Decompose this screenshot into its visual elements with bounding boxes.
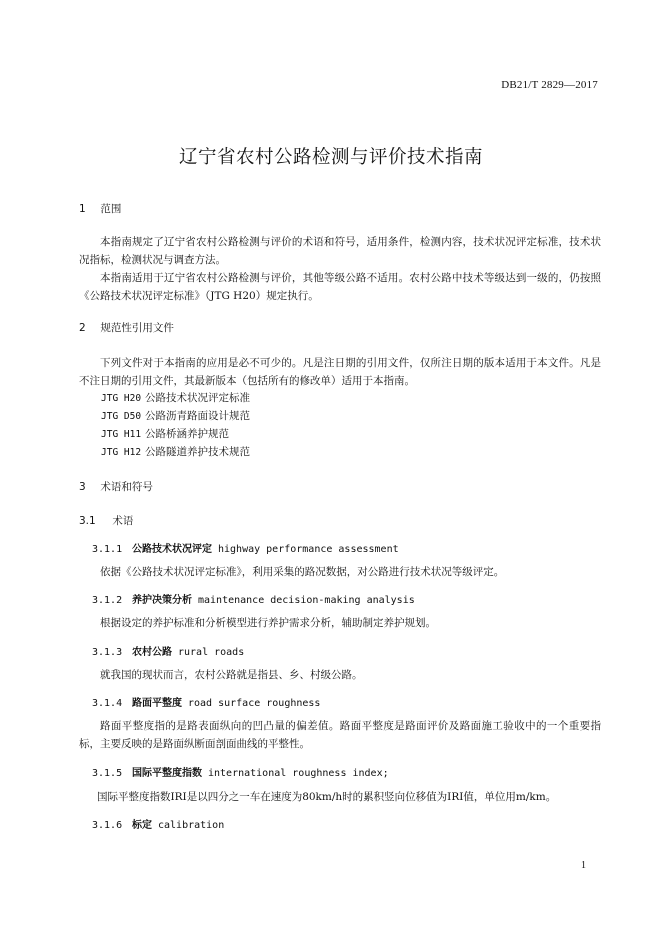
- section-number: 3: [79, 481, 86, 493]
- term-definition: 依据《公路技术状况评定标准》，利用采集的路况数据，对公路进行技术状况等级评定。: [100, 566, 505, 578]
- term-chinese: 农村公路: [132, 647, 172, 658]
- term-definition: 就我国的现状而言，农村公路就是指县、乡、村级公路。: [100, 669, 363, 681]
- term-definition: 国际平整度指数IRI是以四分之一车在速度为80km/h时的累积竖向位移值为IRI值，单位用m/km。: [97, 791, 557, 803]
- reference-item: [101, 408, 250, 423]
- scope-paragraph-1: 本指南规定了辽宁省农村公路检测与评价的术语和符号，适用条件，检测内容，技术状况评定标准，技术状况指标，检测状况与调查方法。: [79, 236, 601, 266]
- term-definition: 根据设定的养护标准和分析模型进行养护需求分析，辅助制定养护规划。: [100, 617, 436, 629]
- scope-paragraph-2: 本指南适用于辽宁省农村公路检测与评价，其他等级公路不适用。农村公路中技术等级达到一级的，仍按照《公路技术状况评定标准》（JTG H20）规定执行。: [79, 272, 601, 302]
- reference-name: 公路桥涵养护规范: [145, 428, 230, 440]
- term-heading: [92, 764, 389, 779]
- reference-code: JTG H20: [101, 393, 142, 404]
- term-chinese: 路面平整度: [132, 698, 182, 709]
- reference-code: JTG H11: [101, 429, 142, 440]
- term-chinese: 国际平整度指数: [132, 768, 202, 779]
- page-number: 1: [581, 860, 586, 871]
- term-heading: [92, 816, 224, 831]
- section-title: 规范性引用文件: [100, 322, 174, 334]
- term-english: international roughness index;: [208, 768, 389, 779]
- reference-name: 公路隧道养护技术规范: [145, 446, 251, 458]
- section-heading-terms-symbols: [79, 479, 153, 494]
- term-number: 3.1.6: [92, 820, 123, 831]
- reference-item: [101, 426, 229, 441]
- term-chinese: 标定: [132, 820, 152, 831]
- standard-code: DB21/T 2829—2017: [501, 79, 598, 91]
- section-number: 2: [79, 322, 86, 334]
- term-definition: 路面平整度指的是路表面纵向的凹凸量的偏差值。路面平整度是路面评价及路面施工验收中的一个重要指标，主要反映的是路面纵断面剖面曲线的平整性。: [79, 720, 601, 750]
- section-number: 1: [79, 203, 86, 215]
- references-paragraph: 下列文件对于本指南的应用是必不可少的。凡是注日期的引用文件，仅所注日期的版本适用于本文件。凡是不注日期的引用文件，其最新版本（包括所有的修改单）适用于本指南。: [79, 357, 601, 387]
- document-title: 辽宁省农村公路检测与评价技术指南: [178, 147, 483, 168]
- term-heading: [92, 540, 399, 555]
- section-title: 术语和符号: [100, 481, 153, 493]
- term-number: 3.1.5: [92, 768, 123, 779]
- section-title: 范围: [100, 203, 122, 215]
- term-english: road surface roughness: [188, 698, 321, 709]
- section-heading-normative-references: [79, 320, 174, 335]
- term-heading: [92, 643, 244, 658]
- term-number: 3.1.4: [92, 698, 123, 709]
- subsection-number: 3.1: [79, 515, 96, 527]
- reference-item: [101, 390, 250, 405]
- term-english: maintenance decision-making analysis: [198, 595, 415, 606]
- subsection-title: 术语: [112, 515, 134, 527]
- term-chinese: 养护决策分析: [132, 595, 192, 606]
- reference-name: 公路沥青路面设计规范: [145, 410, 251, 422]
- term-heading: [92, 694, 320, 709]
- term-number: 3.1.2: [92, 595, 123, 606]
- term-english: calibration: [158, 820, 225, 831]
- term-english: highway performance assessment: [218, 544, 399, 555]
- reference-item: [101, 444, 250, 459]
- term-chinese: 公路技术状况评定: [132, 544, 212, 555]
- reference-code: JTG D50: [101, 411, 142, 422]
- term-english: rural roads: [178, 647, 245, 658]
- subsection-heading-terms: [79, 513, 133, 528]
- reference-name: 公路技术状况评定标准: [145, 392, 251, 404]
- section-heading-scope: [79, 201, 121, 216]
- reference-code: JTG H12: [101, 447, 142, 458]
- term-heading: [92, 591, 415, 606]
- term-number: 3.1.3: [92, 647, 123, 658]
- term-number: 3.1.1: [92, 544, 123, 555]
